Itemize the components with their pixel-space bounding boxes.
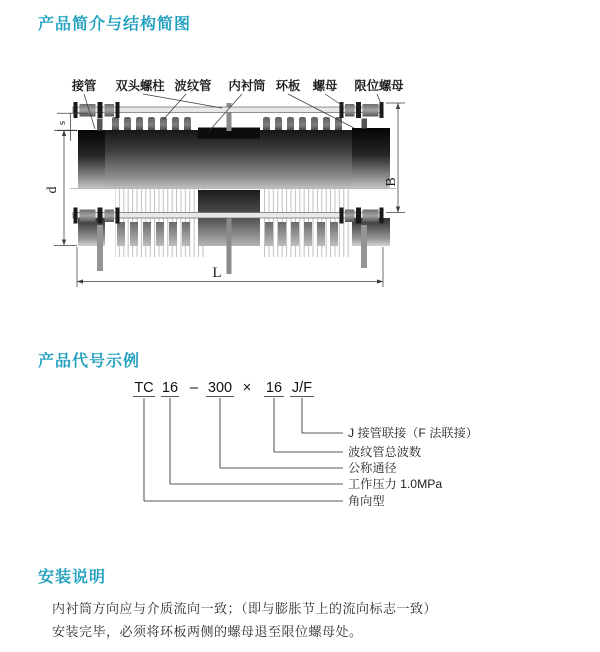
code-model: TC bbox=[134, 380, 154, 396]
callout-waves: 波纹管总波数 bbox=[348, 445, 422, 459]
install-notes bbox=[52, 597, 437, 643]
dim-label-b: B bbox=[384, 177, 399, 187]
product-code bbox=[134, 380, 312, 396]
callout-conn: J 接管联接（F 法联接） bbox=[348, 426, 478, 440]
section-heading-code: 产品代号示例 bbox=[38, 353, 141, 370]
code-pressure: 16 bbox=[161, 380, 179, 396]
part-label-shuangtou: 双头螺柱 bbox=[115, 79, 165, 93]
code-diameter: 300 bbox=[207, 380, 233, 396]
callout-pressure: 工作压力 1.0MPa bbox=[348, 477, 443, 491]
part-label-bowenguan: 波纹管 bbox=[174, 79, 212, 93]
code-waves: 16 bbox=[265, 380, 283, 396]
code-dash: – bbox=[189, 380, 199, 396]
callout-labels bbox=[348, 425, 478, 508]
part-label-neichentong: 内衬筒 bbox=[228, 79, 266, 93]
section-heading-install: 安装说明 bbox=[38, 569, 107, 586]
right-stud bbox=[362, 119, 368, 129]
code-conn: J/F bbox=[291, 380, 313, 396]
part-label-huanban: 环板 bbox=[275, 79, 301, 93]
part-label-xianwei: 限位螺母 bbox=[354, 79, 404, 93]
code-times: × bbox=[242, 380, 252, 396]
callout-model: 角向型 bbox=[348, 494, 385, 508]
upper-assembly bbox=[73, 102, 390, 188]
part-label-jieguan: 接管 bbox=[71, 79, 97, 93]
install-line-1: 内衬筒方向应与介质流向一致；（即与膨胀节上的流向标志一致） bbox=[52, 601, 438, 616]
part-label-luomu: 螺母 bbox=[312, 79, 338, 93]
dim-label-s: s bbox=[56, 120, 68, 126]
install-line-2: 安装完毕，必须将环板两侧的螺母退至限位螺母处。 bbox=[52, 624, 363, 639]
callout-diameter: 公称通径 bbox=[348, 461, 397, 475]
left-pipe-end bbox=[78, 130, 105, 188]
part-labels bbox=[71, 78, 405, 93]
product-code-diagram bbox=[0, 370, 600, 520]
dim-label-l: L bbox=[212, 265, 222, 281]
callout-lines bbox=[144, 398, 343, 501]
structure-diagram bbox=[0, 60, 600, 310]
section-heading-intro: 产品简介与结构简图 bbox=[38, 16, 192, 33]
bellows-body bbox=[78, 130, 390, 188]
left-stud bbox=[97, 119, 103, 131]
dim-label-d: d bbox=[45, 186, 60, 194]
